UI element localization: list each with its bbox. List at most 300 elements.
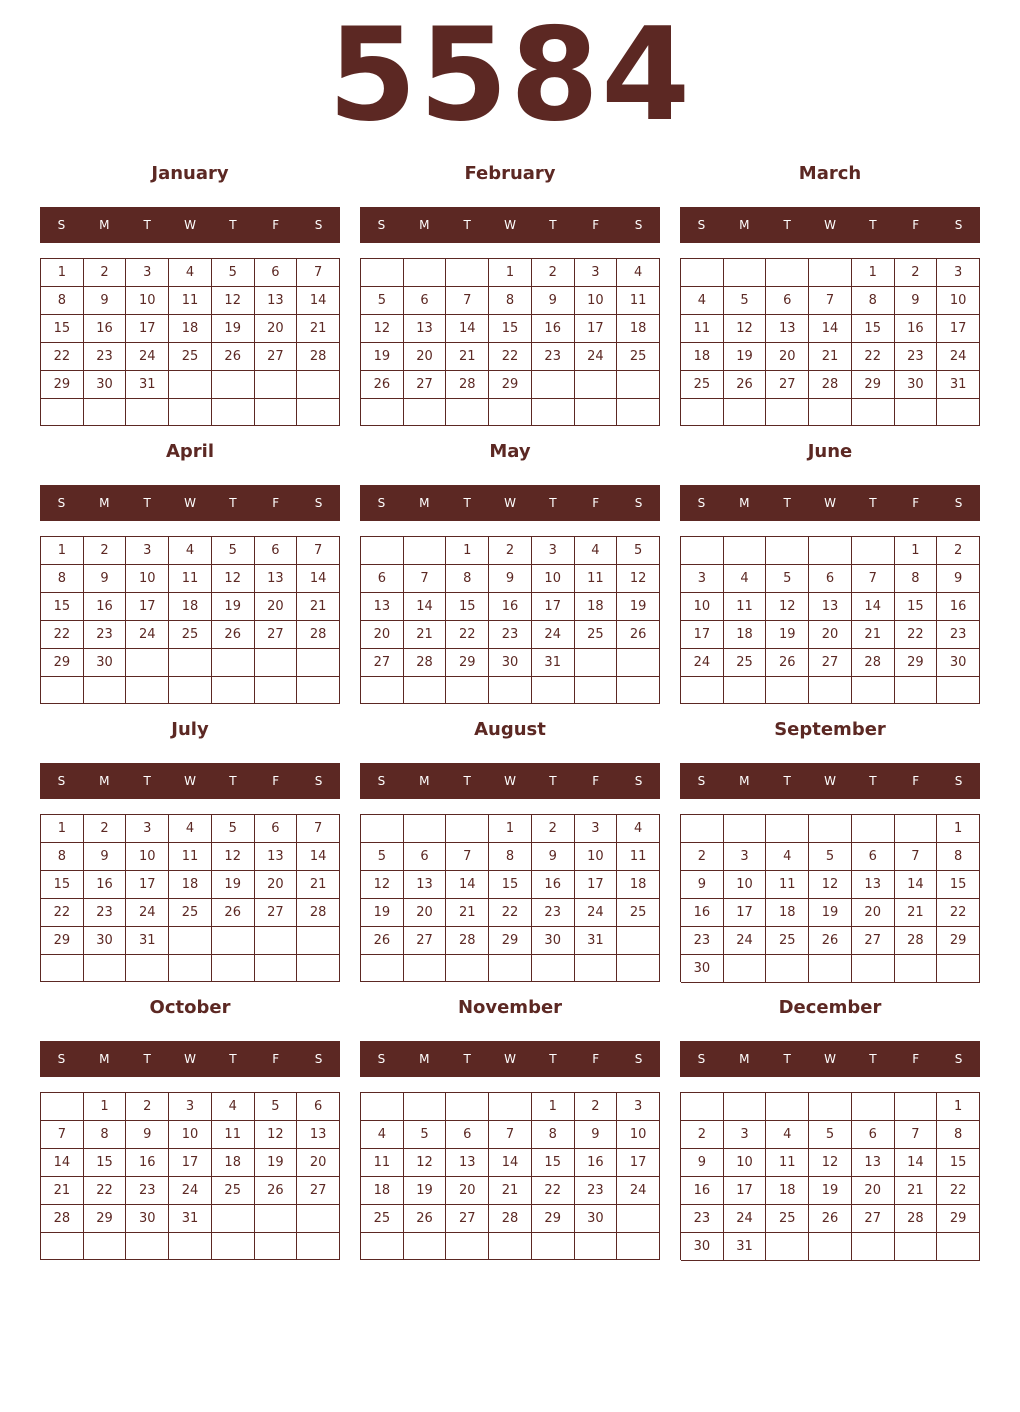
day-cell: 31 — [937, 371, 980, 399]
empty-day-cell — [84, 677, 127, 704]
day-cell: 18 — [169, 315, 212, 343]
empty-day-cell — [852, 815, 895, 843]
empty-day-cell — [766, 399, 809, 426]
day-cell: 23 — [895, 343, 938, 371]
day-cell: 1 — [532, 1093, 575, 1121]
weekday-label: S — [377, 496, 386, 510]
day-cell: 29 — [895, 649, 938, 677]
day-cell: 31 — [126, 927, 169, 955]
weekday-label: S — [377, 774, 386, 788]
day-cell: 20 — [809, 621, 852, 649]
empty-day-cell — [41, 1233, 84, 1260]
day-cell: 29 — [41, 649, 84, 677]
day-cell: 12 — [724, 315, 767, 343]
day-cell: 21 — [895, 1177, 938, 1205]
day-cell: 26 — [809, 1205, 852, 1233]
day-cell: 6 — [404, 843, 447, 871]
day-cell: 27 — [255, 621, 298, 649]
day-cell: 29 — [532, 1205, 575, 1233]
weekday-label: F — [912, 218, 920, 232]
day-cell: 2 — [532, 815, 575, 843]
empty-day-cell — [169, 649, 212, 677]
day-cell: 11 — [575, 565, 618, 593]
day-cell: 11 — [212, 1121, 255, 1149]
weekday-label: M — [99, 218, 110, 232]
month-name: February — [464, 163, 556, 184]
empty-day-cell — [852, 677, 895, 704]
day-cell: 6 — [766, 287, 809, 315]
empty-day-cell — [212, 927, 255, 955]
day-cell: 3 — [126, 259, 169, 287]
day-cell: 12 — [212, 565, 255, 593]
empty-day-cell — [681, 1093, 724, 1121]
empty-day-cell — [446, 399, 489, 426]
day-cell: 15 — [937, 871, 980, 899]
weekday-header — [360, 207, 660, 243]
empty-day-cell — [766, 815, 809, 843]
day-cell: 28 — [895, 1205, 938, 1233]
empty-day-cell — [852, 537, 895, 565]
day-cell: 9 — [84, 565, 127, 593]
day-cell: 7 — [446, 843, 489, 871]
empty-day-cell — [361, 815, 404, 843]
day-cell: 28 — [404, 649, 447, 677]
empty-day-cell — [297, 677, 340, 704]
empty-day-cell — [617, 649, 660, 677]
weekday-label: M — [739, 496, 750, 510]
day-cell: 18 — [575, 593, 618, 621]
day-cell: 17 — [575, 871, 618, 899]
day-cell: 6 — [809, 565, 852, 593]
empty-day-cell — [404, 259, 447, 287]
day-cell: 22 — [852, 343, 895, 371]
day-cell: 5 — [766, 565, 809, 593]
empty-day-cell — [532, 399, 575, 426]
day-cell: 15 — [895, 593, 938, 621]
day-cell: 5 — [212, 537, 255, 565]
day-cell: 31 — [169, 1205, 212, 1233]
day-cell: 18 — [724, 621, 767, 649]
day-cell: 18 — [361, 1177, 404, 1205]
day-cell: 14 — [446, 871, 489, 899]
empty-day-cell — [617, 399, 660, 426]
day-cell: 31 — [724, 1233, 767, 1261]
weekday-label: T — [869, 774, 877, 788]
empty-day-cell — [489, 677, 532, 704]
day-cell: 16 — [532, 871, 575, 899]
weekday-label: S — [377, 218, 386, 232]
day-cell: 3 — [532, 537, 575, 565]
day-cell: 16 — [84, 871, 127, 899]
empty-day-cell — [724, 677, 767, 704]
empty-day-cell — [895, 815, 938, 843]
day-cell: 27 — [852, 1205, 895, 1233]
day-cell: 1 — [895, 537, 938, 565]
empty-day-cell — [404, 815, 447, 843]
day-cell: 28 — [446, 371, 489, 399]
day-cell: 28 — [41, 1205, 84, 1233]
weekday-header — [40, 485, 340, 521]
empty-day-cell — [169, 955, 212, 982]
empty-day-cell — [297, 955, 340, 982]
empty-day-cell — [446, 815, 489, 843]
day-cell: 30 — [937, 649, 980, 677]
empty-day-cell — [575, 677, 618, 704]
day-cell: 21 — [446, 343, 489, 371]
day-cell: 25 — [617, 899, 660, 927]
day-cell: 3 — [169, 1093, 212, 1121]
day-cell: 1 — [937, 815, 980, 843]
empty-day-cell — [212, 399, 255, 426]
empty-day-cell — [809, 1093, 852, 1121]
day-cell: 13 — [404, 315, 447, 343]
month-name: October — [149, 997, 231, 1018]
empty-day-cell — [297, 649, 340, 677]
weekday-label: W — [824, 774, 836, 788]
empty-day-cell — [446, 955, 489, 982]
day-cell: 4 — [212, 1093, 255, 1121]
day-cell: 13 — [446, 1149, 489, 1177]
weekday-label: M — [99, 496, 110, 510]
empty-day-cell — [404, 677, 447, 704]
day-cell: 28 — [809, 371, 852, 399]
day-cell: 29 — [84, 1205, 127, 1233]
day-cell: 17 — [126, 315, 169, 343]
empty-day-cell — [809, 955, 852, 983]
day-cell: 14 — [489, 1149, 532, 1177]
day-cell: 19 — [212, 871, 255, 899]
weekday-label: T — [783, 218, 791, 232]
day-cell: 31 — [532, 649, 575, 677]
day-cell: 26 — [212, 343, 255, 371]
weekday-label: F — [272, 774, 280, 788]
day-cell: 5 — [617, 537, 660, 565]
day-cell: 3 — [724, 1121, 767, 1149]
day-cell: 13 — [766, 315, 809, 343]
empty-day-cell — [404, 399, 447, 426]
day-cell: 25 — [766, 927, 809, 955]
weekday-label: W — [184, 218, 196, 232]
day-cell: 26 — [404, 1205, 447, 1233]
day-cell: 18 — [212, 1149, 255, 1177]
day-cell: 23 — [681, 927, 724, 955]
day-cell: 18 — [766, 1177, 809, 1205]
day-cell: 27 — [766, 371, 809, 399]
day-cell: 9 — [84, 287, 127, 315]
day-cell: 15 — [489, 315, 532, 343]
empty-day-cell — [766, 537, 809, 565]
day-cell: 10 — [575, 287, 618, 315]
day-cell: 23 — [84, 621, 127, 649]
day-cell: 9 — [532, 287, 575, 315]
empty-day-cell — [766, 1233, 809, 1261]
days-grid — [680, 1092, 980, 1260]
empty-day-cell — [255, 649, 298, 677]
month-name: January — [151, 163, 229, 184]
empty-day-cell — [404, 1093, 447, 1121]
weekday-label: T — [869, 218, 877, 232]
weekday-label: S — [954, 1052, 963, 1066]
weekday-label: S — [314, 1052, 323, 1066]
day-cell: 16 — [575, 1149, 618, 1177]
empty-day-cell — [575, 399, 618, 426]
weekday-header — [40, 207, 340, 243]
empty-day-cell — [937, 399, 980, 426]
day-cell: 17 — [937, 315, 980, 343]
day-cell: 17 — [169, 1149, 212, 1177]
day-cell: 30 — [575, 1205, 618, 1233]
empty-day-cell — [169, 399, 212, 426]
day-cell: 22 — [489, 899, 532, 927]
day-cell: 1 — [937, 1093, 980, 1121]
days-grid — [680, 814, 980, 982]
day-cell: 12 — [212, 287, 255, 315]
days-grid — [40, 258, 340, 426]
day-cell: 26 — [766, 649, 809, 677]
year-title: 5584 — [327, 1, 693, 150]
day-cell: 7 — [297, 259, 340, 287]
day-cell: 8 — [532, 1121, 575, 1149]
weekday-label: T — [143, 1052, 151, 1066]
day-cell: 15 — [532, 1149, 575, 1177]
day-cell: 10 — [532, 565, 575, 593]
day-cell: 23 — [84, 343, 127, 371]
empty-day-cell — [724, 815, 767, 843]
day-cell: 9 — [895, 287, 938, 315]
empty-day-cell — [361, 1233, 404, 1260]
day-cell: 24 — [126, 621, 169, 649]
empty-day-cell — [446, 1093, 489, 1121]
empty-day-cell — [895, 677, 938, 704]
weekday-label: T — [463, 218, 471, 232]
empty-day-cell — [361, 399, 404, 426]
days-grid — [360, 814, 660, 982]
empty-day-cell — [681, 399, 724, 426]
day-cell: 23 — [532, 343, 575, 371]
empty-day-cell — [575, 1233, 618, 1260]
day-cell: 5 — [212, 259, 255, 287]
empty-day-cell — [724, 259, 767, 287]
weekday-label: T — [143, 774, 151, 788]
day-cell: 24 — [532, 621, 575, 649]
day-cell: 4 — [169, 815, 212, 843]
day-cell: 28 — [895, 927, 938, 955]
day-cell: 10 — [126, 843, 169, 871]
weekday-label: S — [954, 774, 963, 788]
day-cell: 18 — [169, 593, 212, 621]
day-cell: 22 — [489, 343, 532, 371]
day-cell: 22 — [895, 621, 938, 649]
day-cell: 17 — [126, 593, 169, 621]
empty-day-cell — [297, 927, 340, 955]
weekday-label: S — [314, 218, 323, 232]
day-cell: 22 — [532, 1177, 575, 1205]
day-cell: 13 — [255, 843, 298, 871]
day-cell: 10 — [169, 1121, 212, 1149]
day-cell: 7 — [404, 565, 447, 593]
day-cell: 25 — [575, 621, 618, 649]
empty-day-cell — [724, 399, 767, 426]
day-cell: 19 — [212, 593, 255, 621]
empty-day-cell — [532, 677, 575, 704]
day-cell: 10 — [724, 871, 767, 899]
weekday-label: T — [549, 218, 557, 232]
day-cell: 7 — [489, 1121, 532, 1149]
empty-day-cell — [297, 371, 340, 399]
day-cell: 5 — [255, 1093, 298, 1121]
day-cell: 15 — [41, 315, 84, 343]
day-cell: 15 — [852, 315, 895, 343]
day-cell: 30 — [84, 649, 127, 677]
day-cell: 10 — [724, 1149, 767, 1177]
day-cell: 20 — [852, 1177, 895, 1205]
day-cell: 3 — [724, 843, 767, 871]
day-cell: 21 — [446, 899, 489, 927]
day-cell: 16 — [937, 593, 980, 621]
day-cell: 30 — [532, 927, 575, 955]
day-cell: 12 — [809, 871, 852, 899]
weekday-label: W — [504, 496, 516, 510]
day-cell: 17 — [575, 315, 618, 343]
weekday-header — [360, 1041, 660, 1077]
day-cell: 27 — [255, 899, 298, 927]
empty-day-cell — [212, 649, 255, 677]
day-cell: 4 — [766, 1121, 809, 1149]
day-cell: 5 — [809, 1121, 852, 1149]
empty-day-cell — [446, 259, 489, 287]
day-cell: 2 — [681, 1121, 724, 1149]
weekday-label: S — [377, 1052, 386, 1066]
weekday-label: T — [143, 496, 151, 510]
day-cell: 20 — [297, 1149, 340, 1177]
day-cell: 28 — [297, 899, 340, 927]
empty-day-cell — [361, 955, 404, 982]
day-cell: 10 — [937, 287, 980, 315]
day-cell: 17 — [681, 621, 724, 649]
empty-day-cell — [41, 1093, 84, 1121]
weekday-label: S — [697, 774, 706, 788]
day-cell: 24 — [575, 343, 618, 371]
empty-day-cell — [809, 677, 852, 704]
weekday-label: T — [549, 774, 557, 788]
empty-day-cell — [617, 1205, 660, 1233]
day-cell: 18 — [766, 899, 809, 927]
day-cell: 21 — [41, 1177, 84, 1205]
empty-day-cell — [255, 371, 298, 399]
day-cell: 23 — [532, 899, 575, 927]
day-cell: 24 — [126, 343, 169, 371]
day-cell: 19 — [766, 621, 809, 649]
day-cell: 5 — [361, 843, 404, 871]
day-cell: 9 — [937, 565, 980, 593]
day-cell: 2 — [84, 537, 127, 565]
weekday-label: M — [419, 774, 430, 788]
empty-day-cell — [895, 1093, 938, 1121]
empty-day-cell — [84, 399, 127, 426]
day-cell: 12 — [361, 315, 404, 343]
empty-day-cell — [84, 1233, 127, 1260]
day-cell: 14 — [404, 593, 447, 621]
day-cell: 8 — [895, 565, 938, 593]
day-cell: 26 — [724, 371, 767, 399]
day-cell: 5 — [404, 1121, 447, 1149]
day-cell: 13 — [809, 593, 852, 621]
day-cell: 22 — [84, 1177, 127, 1205]
day-cell: 26 — [361, 371, 404, 399]
empty-day-cell — [937, 677, 980, 704]
day-cell: 15 — [41, 593, 84, 621]
day-cell: 13 — [404, 871, 447, 899]
empty-day-cell — [126, 649, 169, 677]
day-cell: 24 — [724, 927, 767, 955]
days-grid — [680, 258, 980, 426]
empty-day-cell — [766, 1093, 809, 1121]
day-cell: 29 — [937, 1205, 980, 1233]
day-cell: 23 — [84, 899, 127, 927]
day-cell: 6 — [852, 843, 895, 871]
days-grid — [40, 536, 340, 704]
weekday-header — [40, 763, 340, 799]
day-cell: 7 — [41, 1121, 84, 1149]
day-cell: 24 — [724, 1205, 767, 1233]
day-cell: 2 — [84, 259, 127, 287]
day-cell: 8 — [41, 287, 84, 315]
day-cell: 29 — [41, 371, 84, 399]
month-name: May — [489, 441, 531, 462]
day-cell: 17 — [126, 871, 169, 899]
day-cell: 4 — [681, 287, 724, 315]
day-cell: 22 — [41, 621, 84, 649]
day-cell: 1 — [446, 537, 489, 565]
day-cell: 4 — [169, 537, 212, 565]
day-cell: 6 — [361, 565, 404, 593]
weekday-label: M — [739, 218, 750, 232]
weekday-label: F — [592, 218, 600, 232]
day-cell: 8 — [937, 1121, 980, 1149]
weekday-label: T — [549, 496, 557, 510]
day-cell: 1 — [41, 537, 84, 565]
day-cell: 28 — [852, 649, 895, 677]
day-cell: 2 — [937, 537, 980, 565]
day-cell: 26 — [255, 1177, 298, 1205]
weekday-label: S — [954, 218, 963, 232]
month-name: June — [807, 441, 853, 462]
day-cell: 26 — [809, 927, 852, 955]
day-cell: 7 — [895, 1121, 938, 1149]
day-cell: 25 — [169, 899, 212, 927]
day-cell: 1 — [41, 815, 84, 843]
days-grid — [40, 814, 340, 982]
month-name: July — [171, 719, 209, 740]
weekday-label: S — [314, 496, 323, 510]
weekday-label: F — [592, 1052, 600, 1066]
day-cell: 19 — [809, 899, 852, 927]
weekday-label: T — [869, 496, 877, 510]
empty-day-cell — [895, 399, 938, 426]
day-cell: 30 — [126, 1205, 169, 1233]
day-cell: 30 — [84, 371, 127, 399]
weekday-label: W — [504, 774, 516, 788]
day-cell: 14 — [297, 843, 340, 871]
day-cell: 30 — [681, 1233, 724, 1261]
weekday-header — [360, 485, 660, 521]
day-cell: 16 — [489, 593, 532, 621]
day-cell: 20 — [404, 343, 447, 371]
day-cell: 9 — [489, 565, 532, 593]
day-cell: 21 — [404, 621, 447, 649]
weekday-header — [680, 1041, 980, 1077]
day-cell: 4 — [169, 259, 212, 287]
